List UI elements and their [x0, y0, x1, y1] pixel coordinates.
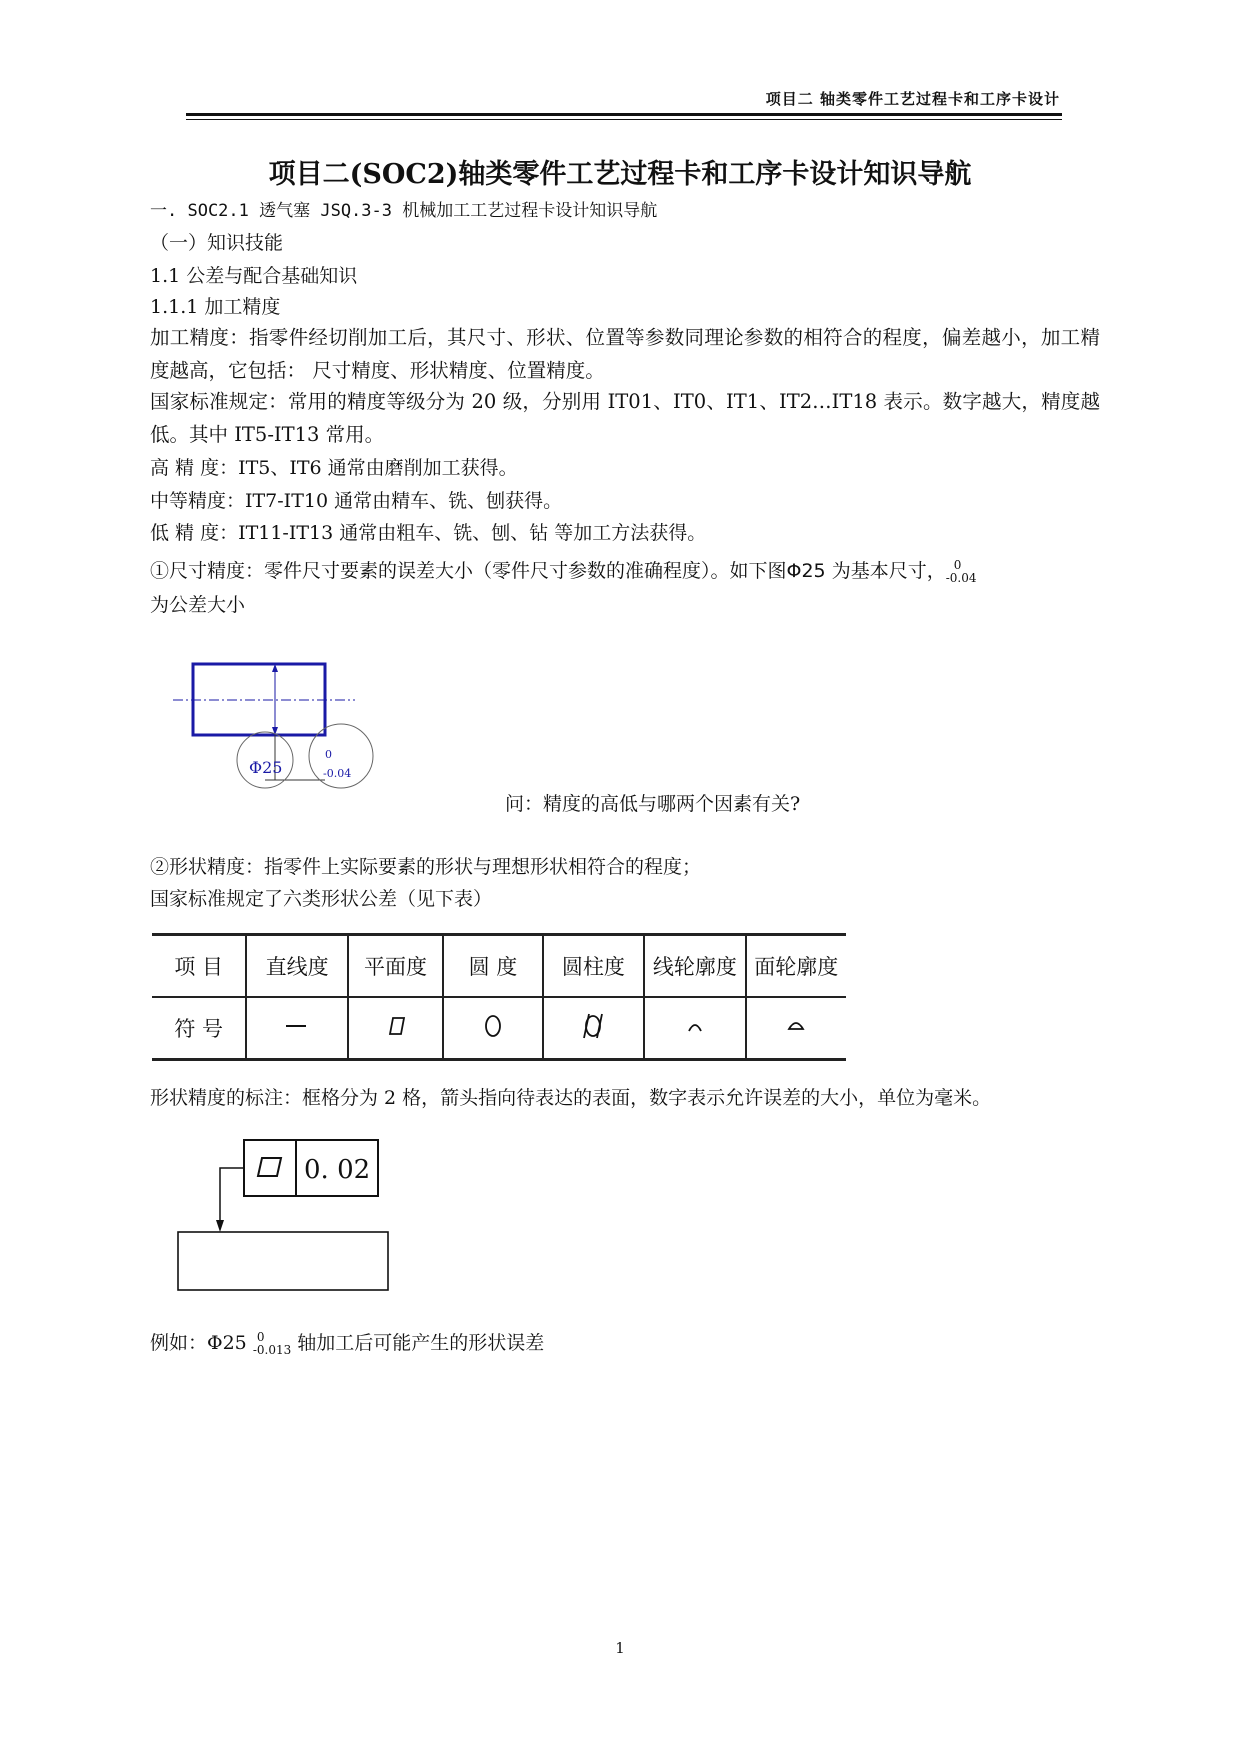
example-upper: 0: [256, 1330, 265, 1344]
table-cell: [644, 997, 745, 1060]
table-cell: 圆柱度: [543, 935, 644, 998]
example-a: 例如：Φ25: [150, 1332, 247, 1354]
table-row: [152, 997, 846, 1060]
tolerance-stack: [946, 559, 977, 585]
arrow-down-icon: [216, 1220, 224, 1232]
example-b: 轴加工后可能产生的形状误差: [297, 1332, 545, 1354]
table-cell: 线轮廓度: [644, 935, 745, 998]
table-row: [152, 935, 846, 998]
table-cell: [246, 997, 347, 1060]
heading-1-1-1: 1.1.1 加工精度: [150, 296, 281, 318]
fig1-diameter: Φ25: [249, 758, 283, 777]
dim-text-a: ①尺寸精度：零件尺寸要素的误差大小（零件尺寸参数的准确程度）。如下图: [150, 560, 787, 582]
dimension-figure: [165, 650, 395, 820]
line-profile-icon: [680, 1016, 710, 1036]
header-rule-thin: [186, 119, 1062, 120]
tol-upper: 0: [953, 558, 962, 572]
grade-mid: 中等精度：IT7-IT10 通常由精车、铣、刨获得。: [150, 490, 563, 512]
example-line: [150, 1328, 544, 1357]
question-text: 问：精度的高低与哪两个因素有关?: [505, 793, 801, 815]
grade-low: 低 精 度：IT11-IT13 通常由粗车、铣、刨、钻 等加工方法获得。: [150, 522, 707, 544]
table-cell: [443, 997, 542, 1060]
leader-line: [220, 1168, 244, 1224]
shape-accuracy-text: ②形状精度：指零件上实际要素的形状与理想形状相符合的程度；: [150, 856, 702, 878]
fig1-lower: -0.04: [323, 767, 352, 780]
table-cell: 符 号: [152, 997, 246, 1060]
table-cell: 平面度: [348, 935, 443, 998]
cylindricity-icon: [576, 1012, 610, 1040]
paragraph-machining-accuracy: 加工精度：指零件经切削加工后，其尺寸、形状、位置等参数同理论参数的相符合的程度，偏差越小，加工精度越高，它包括： 尺寸精度、形状精度、位置精度。: [150, 326, 1100, 382]
tol-lower: -0.04: [945, 571, 977, 585]
dim-text-d: 为公差大小: [150, 594, 246, 616]
table-cell: [348, 997, 443, 1060]
grade-high: 高 精 度：IT5、IT6 通常由磨削加工获得。: [150, 457, 518, 479]
circularity-icon: [478, 1012, 508, 1040]
table-cell: [746, 997, 846, 1060]
example-lower: -0.013: [252, 1343, 292, 1357]
dimension-accuracy-line: [150, 556, 976, 585]
dim-text-b: Φ25: [786, 560, 826, 582]
subsection-heading: （一）知识技能: [150, 232, 284, 254]
table-cell: 项 目: [152, 935, 246, 998]
paragraph-national-standard: 国家标准规定：常用的精度等级分为 20 级，分别用 IT01、IT0、IT1、IT2…IT18 表示。数字越大，精度越低。其中 IT5-IT13 常用。: [150, 390, 1100, 446]
flatness-icon: [258, 1158, 281, 1176]
shape-standard-text: 国家标准规定了六类形状公差（见下表）: [150, 888, 493, 910]
running-header: 项目二 轴类零件工艺过程卡和工序卡设计: [765, 90, 1060, 108]
table-cell: 圆 度: [443, 935, 542, 998]
fig1-upper: 0: [325, 748, 332, 761]
table-cell: 直线度: [246, 935, 347, 998]
page-title: 项目二(SOC2)轴类零件工艺过程卡和工序卡设计知识导航: [268, 159, 972, 190]
surface-rect: [178, 1232, 388, 1290]
frame-symbol-cell: [244, 1140, 296, 1196]
example-tolerance: [253, 1331, 291, 1357]
section-heading: 一. SOC2.1 透气塞 JSQ.3-3 机械加工工艺过程卡设计知识导航: [150, 201, 658, 221]
flatness-icon: [381, 1014, 411, 1038]
straightness-icon: [282, 1016, 312, 1036]
table-cell: [543, 997, 644, 1060]
surface-profile-icon: [781, 1015, 811, 1037]
heading-1-1: 1.1 公差与配合基础知识: [150, 265, 358, 287]
feature-control-frame-figure: [170, 1138, 400, 1298]
frame-value: 0. 02: [304, 1155, 371, 1185]
dim-text-c: 为基本尺寸，: [825, 560, 946, 582]
annotation-text: 形状精度的标注：框格分为 2 格，箭头指向待表达的表面，数字表示允许误差的大小，单位为毫米。: [150, 1087, 992, 1109]
page-number: 1: [615, 1639, 625, 1657]
table-cell: 面轮廓度: [746, 935, 846, 998]
header-rule-thick: [186, 113, 1062, 116]
shape-tolerance-table: [152, 933, 846, 1061]
